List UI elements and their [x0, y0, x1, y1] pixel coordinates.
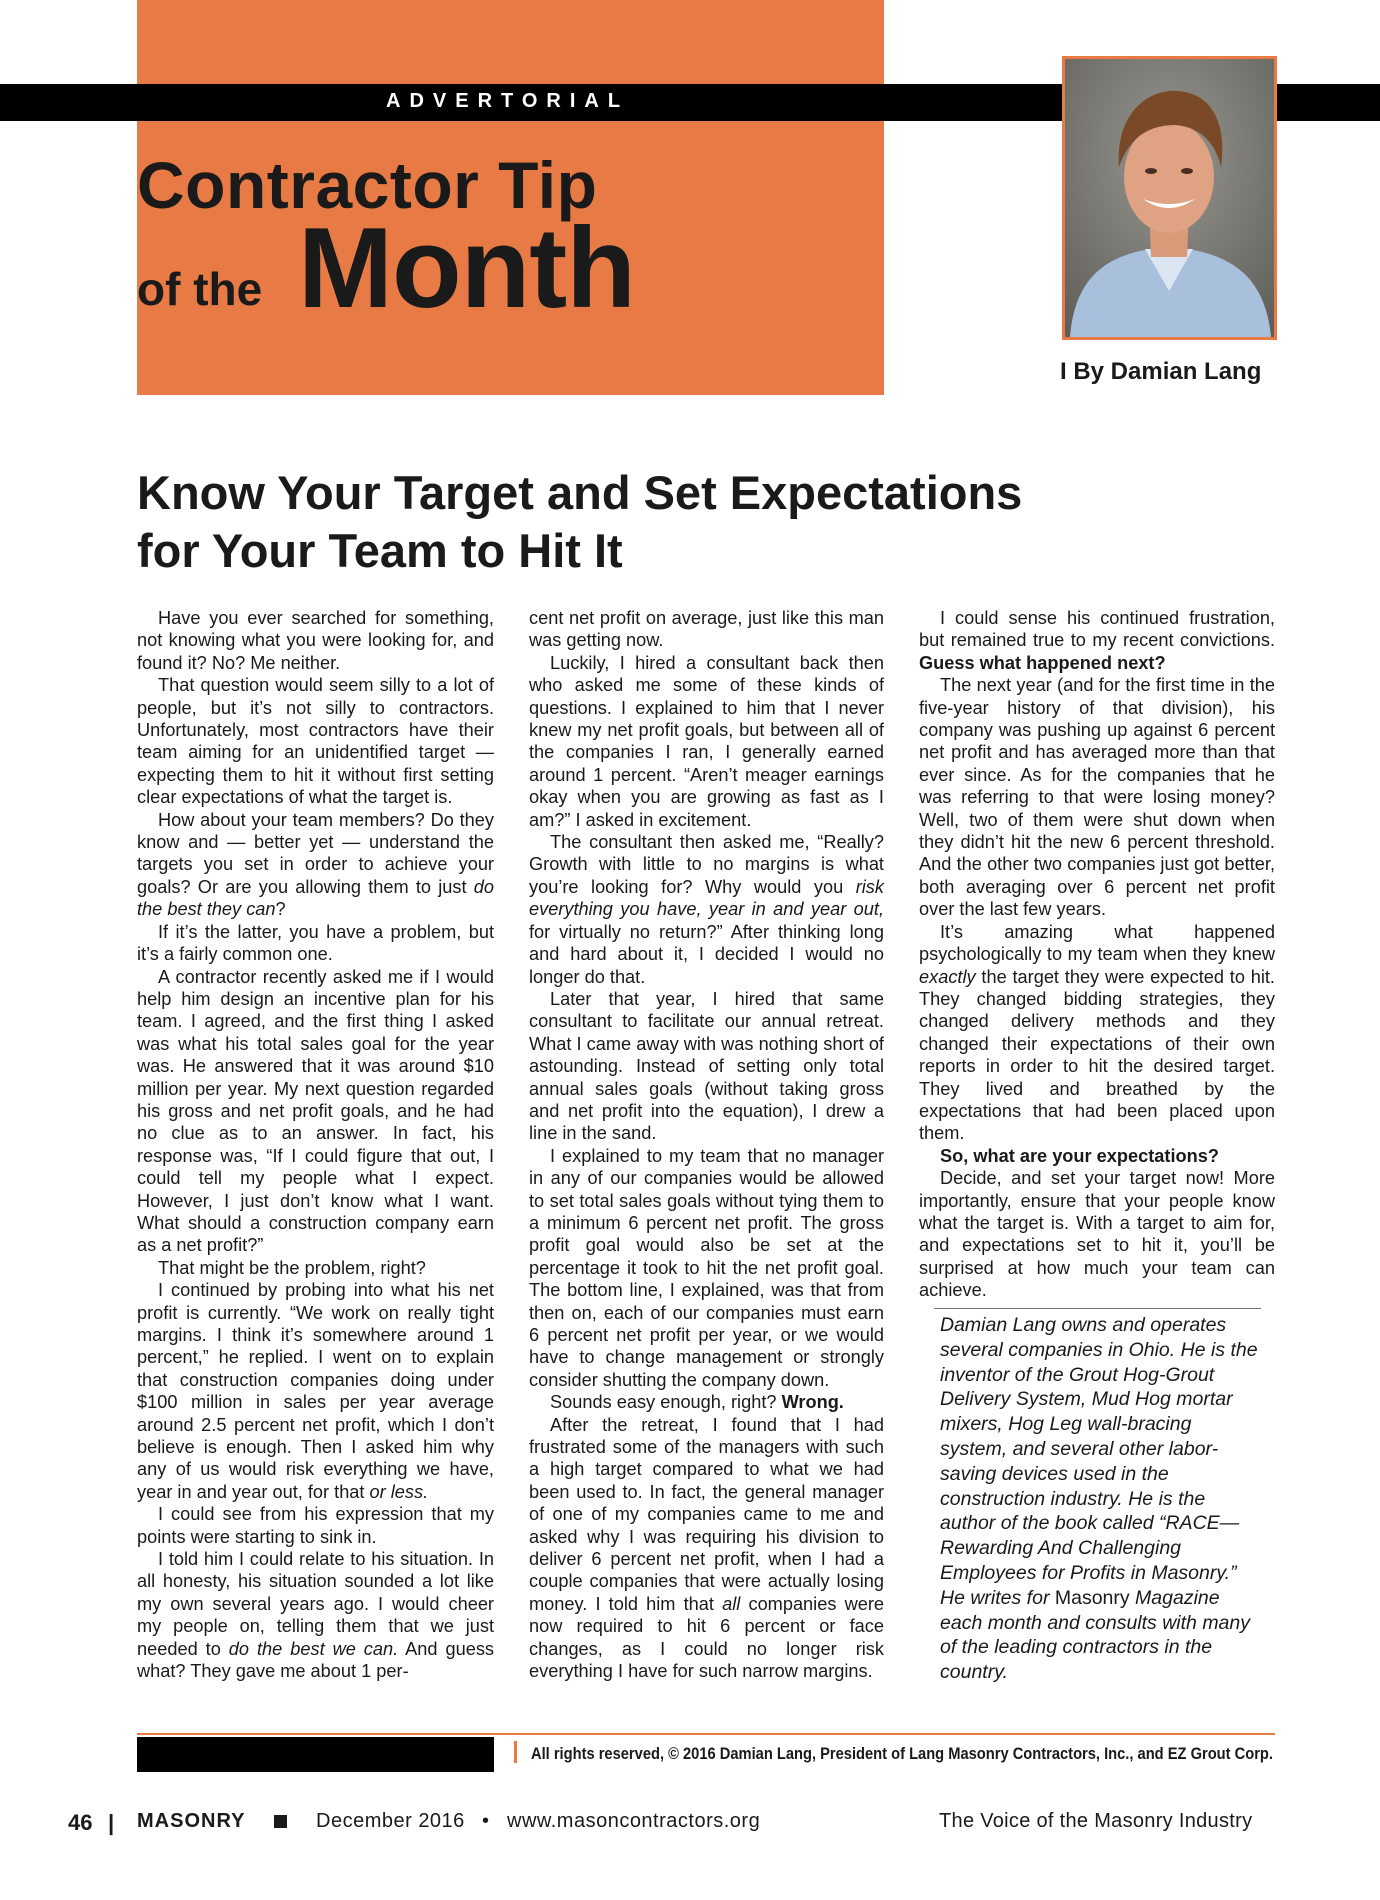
- paragraph: The consultant then asked me, “Really? Growth with little to no margins is what you’re looking for? Why would you risk everything you have, year in and year out, for virtually no return?” After thinking long and hard about it, I decided I would no longer do that.: [529, 832, 884, 987]
- website-link[interactable]: www.masoncontractors.org: [507, 1810, 761, 1832]
- paragraph: After the retreat, I found that I had frustrated some of the managers with such a high target compared to what we had been used to. In fact, the general manager of one of my companies came to me and asked why I was requiring his division to deliver 6 percent net profit, when I had a couple companies that were actually losing money. I told him that all companies were now required to hit 6 percent or face changes, as I could no longer risk everything I have for such narrow margins.: [529, 1414, 885, 1682]
- bio-divider: [934, 1308, 1261, 1309]
- title-line1: Contractor Tip: [137, 148, 598, 222]
- paragraph: I explained to my team that no manager in any of our companies would be allowed to set total sales goals without tying them to a minimum 6 percent net profit. The gross profit goal would also be set at the percentage it took to hit the net profit goal. The bottom line, I explained, was that from then on, each of our companies must earn 6 percent net profit per year, or we would have to change management or strongly consider shutting the company down.: [529, 1145, 884, 1390]
- paragraph: I could sense his continued frustration, but remained true to my recent convictions. Guess what happened next?: [919, 608, 1275, 673]
- article-headline: [137, 464, 1237, 580]
- author-photo: [1062, 56, 1277, 340]
- paragraph: That question would seem silly to a lot of people, but it’s not silly to contractors. Unfortunately, most contractors have their team aiming for an unidentified target — expecting them to hit it without first setting clear expectations of what the target is.: [137, 675, 494, 808]
- author-bio: Damian Lang owns and operates several companies in Ohio. He is the inventor of the Grout Hog-Grout Delivery System, Mud Hog mortar mixers, Hog Leg wall-bracing system, and several other labor-saving devices used in the construction industry. He is the author of the book called “RACE—Rewarding And Challenging Employees for Profits in Masonry.” He writes for Masonry Magazine each month and consults with many of the leading contractors in the country.: [940, 1314, 1258, 1684]
- author-byline: I By Damian Lang: [1060, 358, 1262, 385]
- footer-bullet: •: [482, 1810, 490, 1832]
- issue-date: December 2016: [316, 1810, 465, 1832]
- article-column-3: [919, 607, 1275, 1302]
- headline-line2: for Your Team to Hit It: [137, 524, 623, 577]
- footer-orange-rule: [137, 1733, 1275, 1735]
- paragraph: The next year (and for the first time in the five-year history of that division), his company was pushing up against 6 percent net profit and has averaged more than that ever since. As for the companies that he was referring to that were losing money? Well, two of them were shut down when they didn’t hit the new 6 percent threshold. And the other two companies just got better, both averaging over 6 percent net profit over the last few years.: [919, 675, 1275, 920]
- title-of-the: of the: [137, 263, 263, 315]
- paragraph: A contractor recently asked me if I would help him design an incentive plan for his team. I agreed, and the first thing I asked was what his total sales goal for the year was. He answered that it was around $10 million per year. My next question regarded his gross and net profit goals, and he had no clue as to an answer. In fact, his response was, “If I could figure that out, I could tell my people what I expect. However, I just don’t know what I want. What should a construction company earn as a net profit?”: [137, 966, 494, 1256]
- article-column-1: [137, 607, 494, 1683]
- page-number: 46: [68, 1810, 93, 1835]
- paragraph: That might be the problem, right?: [158, 1257, 426, 1278]
- section-label: ADVERTORIAL: [386, 90, 630, 112]
- paragraph: Have you ever searched for something, not knowing what you were looking for, and found it? No? Me neither.: [137, 608, 494, 673]
- copyright-notice: All rights reserved, © 2016 Damian Lang, President of Lang Masonry Contractors, Inc., and EZ Grout Corp.: [531, 1745, 1273, 1763]
- paragraph: If it’s the latter, you have a problem, but it’s a fairly common one.: [137, 921, 494, 965]
- square-bullet-icon: [274, 1815, 287, 1828]
- footer-separator: |: [108, 1810, 115, 1835]
- magazine-tagline: The Voice of the Masonry Industry: [939, 1810, 1253, 1832]
- paragraph: Decide, and set your target now! More importantly, ensure that your people know what the target is. With a target to aim for, and expectations set to hit it, you’ll be surprised at how much your team can achieve.: [919, 1168, 1275, 1301]
- paragraph: So, what are your expectations?: [940, 1145, 1219, 1166]
- rights-marker: [514, 1741, 517, 1763]
- footer-black-box: [137, 1737, 494, 1772]
- paragraph: How about your team members? Do they know and — better yet — understand the targets you set in order to achieve your goals? Or are you allowing them to just do the best they can?: [137, 809, 494, 920]
- article-column-2: [529, 607, 884, 1683]
- paragraph: Later that year, I hired that same consultant to facilitate our annual retreat. What I came away with was nothing short of astounding. Instead of setting only total annual sales goals (without taking gross and net profit into the equation), I drew a line in the sand.: [529, 988, 884, 1144]
- title-month: Month: [298, 205, 635, 332]
- paragraph: Luckily, I hired a consultant back then who asked me some of these kinds of questions. I explained to him that I never knew my net profit goals, but between all of the companies I ran, I generally earned around 1 percent. “Aren’t meager earnings okay when you are growing as fast as I am?” I asked in excitement.: [529, 652, 884, 830]
- portrait-image: [1065, 59, 1274, 337]
- headline-line1: Know Your Target and Set Expectations: [137, 466, 1023, 519]
- magazine-name: MASONRY: [137, 1810, 246, 1832]
- paragraph: I could see from his expression that my points were starting to sink in.: [137, 1504, 494, 1547]
- paragraph: I told him I could relate to his situation. In all honesty, his situation sounded a lot like my own several years ago. I would cheer my people on, telling them that we just needed to do the best we can. And guess what? They gave me about 1 per-: [137, 1549, 495, 1682]
- paragraph: It’s amazing what happened psychologically to my team when they knew exactly the target they were expected to hit. They changed bidding strategies, they changed delivery methods and they changed their expectations of their own reports in order to hit the desired target. They lived and breathed by the expectations that had been placed upon them.: [919, 921, 1275, 1144]
- paragraph: Sounds easy enough, right? Wrong.: [550, 1392, 844, 1413]
- paragraph: I continued by probing into what his net profit is currently. “We work on really tight margins. I think it’s somewhere around 1 percent,” he replied. I went on to explain that construction companies doing under $100 million in sales per year average around 2.5 percent net profit, which I don’t believe is enough. Then I asked him why any of us would risk everything we have, year in and year out, for that or less.: [137, 1280, 494, 1502]
- paragraph: cent net profit on average, just like this man was getting now.: [529, 608, 884, 651]
